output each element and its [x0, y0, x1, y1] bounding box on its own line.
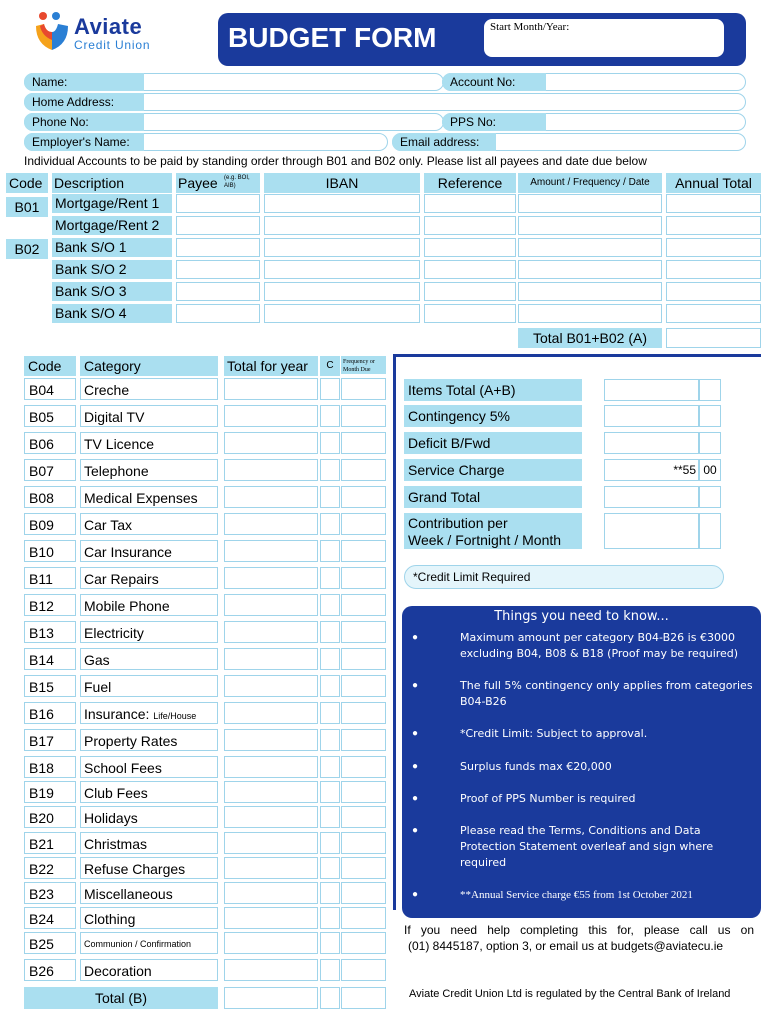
cat-name: Electricity	[80, 621, 218, 643]
brand-sub: Credit Union	[74, 38, 151, 52]
bullet-icon: ●	[412, 793, 419, 804]
so-reference-cell[interactable]	[424, 282, 516, 301]
so-annual-cell[interactable]	[666, 260, 761, 279]
credit-limit-label: *Credit Limit Required	[413, 570, 531, 584]
cat-code: B26	[24, 959, 76, 981]
cat-total-cell[interactable]	[224, 959, 318, 981]
service-charge-cell[interactable]: **55	[604, 459, 699, 481]
cat-freq-cell[interactable]	[341, 621, 386, 643]
footer-text: Aviate Credit Union Ltd is regulated by the Central Bank of Ireland	[409, 988, 731, 1000]
cat-name: TV Licence	[80, 432, 218, 454]
cat-total-cell[interactable]	[224, 702, 318, 724]
deficit-label: Deficit B/Fwd	[404, 432, 582, 454]
cat-c-cell[interactable]	[320, 756, 340, 778]
cat-name: Clothing	[80, 907, 218, 929]
cat-c-cell[interactable]	[320, 567, 340, 589]
pps-label: PPS No:	[442, 113, 546, 131]
cat-c-cell[interactable]	[320, 882, 340, 904]
bullet-icon: ●	[412, 728, 419, 739]
brand-name: Aviate	[74, 14, 143, 39]
cat-code: B22	[24, 857, 76, 879]
credit-limit-field[interactable]	[404, 565, 724, 589]
cat-code: B08	[24, 486, 76, 508]
cat-name: Mobile Phone	[80, 594, 218, 616]
cat-name: Digital TV	[80, 405, 218, 427]
cat-name: Holidays	[80, 806, 218, 828]
so-desc: Bank S/O 3	[52, 282, 172, 301]
so-total-label: Total B01+B02 (A)	[518, 328, 662, 348]
cat-name: Miscellaneous	[80, 882, 218, 904]
cat-name: Car Repairs	[80, 567, 218, 589]
so-payee-cell[interactable]	[176, 238, 260, 257]
so-header-amount: Amount / Frequency / Date	[518, 173, 662, 193]
cat-code: B07	[24, 459, 76, 481]
so-header-payee-note: (e.g. BOI, AIB)	[224, 175, 250, 189]
cat-total-cell[interactable]	[224, 675, 318, 697]
so-amount-cell[interactable]	[518, 194, 662, 213]
cat-c-cell[interactable]	[320, 648, 340, 670]
cat-name: Club Fees	[80, 781, 218, 803]
cat-name: Medical Expenses	[80, 486, 218, 508]
start-month-label: Start Month/Year:	[490, 21, 570, 33]
cat-c-cell[interactable]	[320, 781, 340, 803]
cat-name-main: Insurance:	[84, 706, 150, 722]
cat-code: B20	[24, 806, 76, 828]
cat-code: B18	[24, 756, 76, 778]
cat-freq-cell[interactable]	[341, 594, 386, 616]
contribution-label	[404, 513, 582, 549]
cat-freq-cell[interactable]	[341, 432, 386, 454]
cat-total-cell[interactable]	[224, 405, 318, 427]
so-annual-cell[interactable]	[666, 238, 761, 257]
cat-total-cell[interactable]	[224, 781, 318, 803]
cat-freq-cell[interactable]	[341, 405, 386, 427]
items-total-label: Items Total (A+B)	[404, 379, 582, 401]
cat-code: B15	[24, 675, 76, 697]
cat-total-cell[interactable]	[224, 882, 318, 904]
info-item: Maximum amount per category B04-B26 is €3000 excluding B04, B08 & B18 (Proof may be required)	[460, 631, 739, 660]
cat-total-cell[interactable]	[224, 932, 318, 954]
so-reference-cell[interactable]	[424, 304, 516, 323]
cat-freq-cell[interactable]	[341, 513, 386, 535]
cat-name-sub: Life/House	[153, 711, 197, 721]
contingency-cents-cell[interactable]	[699, 405, 721, 427]
items-total-cents-cell[interactable]	[699, 379, 721, 401]
cat-c-cell[interactable]	[320, 378, 340, 400]
so-desc: Bank S/O 1	[52, 238, 172, 257]
cat-c-cell[interactable]	[320, 806, 340, 828]
cat-total-cell[interactable]	[224, 486, 318, 508]
so-reference-cell[interactable]	[424, 260, 516, 279]
so-reference-cell[interactable]	[424, 238, 516, 257]
bullet-icon: ●	[412, 680, 419, 691]
cat-c-cell[interactable]	[320, 932, 340, 954]
cat-freq-cell[interactable]	[341, 702, 386, 724]
title-bar	[218, 13, 746, 66]
cat-total-cell[interactable]	[224, 594, 318, 616]
so-reference-cell[interactable]	[424, 216, 516, 235]
so-iban-cell[interactable]	[264, 282, 420, 301]
so-payee-cell[interactable]	[176, 282, 260, 301]
cat-header-category: Category	[80, 356, 218, 376]
cat-name: Decoration	[80, 959, 218, 981]
bullet-icon: ●	[412, 825, 419, 836]
cat-freq-cell[interactable]	[341, 907, 386, 929]
cat-header-total: Total for year	[224, 356, 318, 376]
help-line2: (01) 8445187, option 3, or email us at budgets@aviatecu.ie	[408, 939, 724, 953]
page-title: BUDGET FORM	[228, 22, 437, 53]
so-amount-cell[interactable]	[518, 282, 662, 301]
so-amount-cell[interactable]	[518, 216, 662, 235]
name-label: Name:	[24, 73, 144, 91]
cat-c-cell[interactable]	[320, 486, 340, 508]
cat-freq-cell[interactable]	[341, 959, 386, 981]
aviate-logo-icon	[34, 10, 74, 54]
cat-name: Refuse Charges	[80, 857, 218, 879]
so-iban-cell[interactable]	[264, 194, 420, 213]
account-label: Account No:	[442, 73, 546, 91]
cat-name: Property Rates	[80, 729, 218, 751]
cat-name: Car Insurance	[80, 540, 218, 562]
so-desc: Bank S/O 4	[52, 304, 172, 323]
cat-freq-cell[interactable]	[341, 781, 386, 803]
cat-freq-cell[interactable]	[341, 540, 386, 562]
address-label: Home Address:	[24, 93, 144, 111]
cat-code: B16	[24, 702, 76, 724]
cat-name: Car Tax	[80, 513, 218, 535]
cat-name: Communion / Confirmation	[80, 932, 218, 954]
cat-total-cell[interactable]	[224, 513, 318, 535]
cat-total-cell[interactable]	[224, 432, 318, 454]
cat-name: Fuel	[80, 675, 218, 697]
so-code-b01: B01	[6, 197, 48, 217]
cat-freq-cell[interactable]	[341, 932, 386, 954]
cat-total-b-cell[interactable]	[224, 987, 318, 1009]
contribution-cell[interactable]	[604, 513, 699, 549]
so-amount-cell[interactable]	[518, 238, 662, 257]
cat-code: B12	[24, 594, 76, 616]
cat-code: B09	[24, 513, 76, 535]
cat-code: B11	[24, 567, 76, 589]
cat-total-cell[interactable]	[224, 378, 318, 400]
instruction-text: Individual Accounts to be paid by standing order through B01 and B02 only. Please list all payees and date due below	[24, 154, 647, 168]
cat-name: Christmas	[80, 832, 218, 854]
so-desc: Mortgage/Rent 1	[52, 194, 172, 213]
so-annual-cell[interactable]	[666, 304, 761, 323]
contingency-cell[interactable]	[604, 405, 699, 427]
cat-total-cell[interactable]	[224, 729, 318, 751]
info-item: **Annual Service charge €55 from 1st October 2021	[460, 889, 693, 901]
cat-total-cell[interactable]	[224, 832, 318, 854]
cat-total-cell[interactable]	[224, 459, 318, 481]
cat-name	[80, 702, 218, 724]
cat-freq-cell[interactable]	[341, 486, 386, 508]
cat-code: B17	[24, 729, 76, 751]
info-item: Please read the Terms, Conditions and Data Protection Statement overleaf and sign where required	[460, 824, 714, 869]
cat-code: B13	[24, 621, 76, 643]
cat-freq-cell[interactable]	[341, 648, 386, 670]
start-month-field[interactable]	[484, 19, 724, 57]
cat-freq-cell[interactable]	[341, 378, 386, 400]
column-divider	[393, 354, 396, 910]
cat-code: B05	[24, 405, 76, 427]
cat-freq-cell[interactable]	[341, 882, 386, 904]
cat-total-label: Total (B)	[24, 987, 218, 1009]
so-annual-cell[interactable]	[666, 282, 761, 301]
so-payee-cell[interactable]	[176, 260, 260, 279]
grand-total-cell[interactable]	[604, 486, 699, 508]
cat-c-cell[interactable]	[320, 513, 340, 535]
so-payee-cell[interactable]	[176, 304, 260, 323]
so-header-code: Code	[6, 173, 48, 193]
cat-c-cell[interactable]	[320, 621, 340, 643]
cat-freq-cell[interactable]	[341, 756, 386, 778]
so-header-iban: IBAN	[264, 173, 420, 193]
so-code-b02: B02	[6, 239, 48, 259]
so-payee-cell[interactable]	[176, 216, 260, 235]
cat-name: School Fees	[80, 756, 218, 778]
cat-c-cell[interactable]	[320, 405, 340, 427]
cat-total-c-cell[interactable]	[320, 987, 340, 1009]
cat-c-cell[interactable]	[320, 702, 340, 724]
cat-header-code: Code	[24, 356, 76, 376]
so-payee-cell[interactable]	[176, 194, 260, 213]
cat-c-cell[interactable]	[320, 459, 340, 481]
so-iban-cell[interactable]	[264, 238, 420, 257]
service-charge-cents-cell[interactable]: 00	[699, 459, 721, 481]
cat-c-cell[interactable]	[320, 675, 340, 697]
items-total-cell[interactable]	[604, 379, 699, 401]
cat-c-cell[interactable]	[320, 729, 340, 751]
bullet-icon: ●	[412, 761, 419, 772]
cat-total-cell[interactable]	[224, 621, 318, 643]
cat-total-cell[interactable]	[224, 567, 318, 589]
info-item: *Credit Limit: Subject to approval.	[460, 727, 648, 740]
cat-freq-cell[interactable]	[341, 675, 386, 697]
cat-header-c: C	[320, 356, 340, 376]
cat-code: B06	[24, 432, 76, 454]
cat-c-cell[interactable]	[320, 959, 340, 981]
cat-code: B10	[24, 540, 76, 562]
cat-c-cell[interactable]	[320, 540, 340, 562]
contingency-label: Contingency 5%	[404, 405, 582, 427]
cat-total-cell[interactable]	[224, 806, 318, 828]
cat-total-cell[interactable]	[224, 756, 318, 778]
help-line1: If you need help completing this for, please call us on	[404, 923, 754, 937]
cat-freq-cell[interactable]	[341, 832, 386, 854]
so-desc: Bank S/O 2	[52, 260, 172, 279]
grand-total-label: Grand Total	[404, 486, 582, 508]
so-annual-cell[interactable]	[666, 216, 761, 235]
logo	[34, 10, 164, 56]
cat-total-cell[interactable]	[224, 648, 318, 670]
cat-c-cell[interactable]	[320, 857, 340, 879]
cat-freq-cell[interactable]	[341, 567, 386, 589]
so-amount-cell[interactable]	[518, 260, 662, 279]
cat-code: B19	[24, 781, 76, 803]
so-header-annual: Annual Total	[666, 173, 761, 193]
bullet-icon: ●	[412, 889, 419, 900]
so-desc: Mortgage/Rent 2	[52, 216, 172, 235]
cat-c-cell[interactable]	[320, 907, 340, 929]
cat-code: B14	[24, 648, 76, 670]
bullet-icon: ●	[412, 632, 419, 643]
contribution-line1: Contribution per	[408, 515, 508, 531]
cat-c-cell[interactable]	[320, 832, 340, 854]
cat-freq-cell[interactable]	[341, 806, 386, 828]
so-header-description: Description	[52, 173, 172, 193]
cat-c-cell[interactable]	[320, 432, 340, 454]
cat-total-cell[interactable]	[224, 907, 318, 929]
cat-code: B24	[24, 907, 76, 929]
cat-freq-cell[interactable]	[341, 857, 386, 879]
deficit-cents-cell[interactable]	[699, 432, 721, 454]
so-total-cell[interactable]	[666, 328, 761, 348]
info-box-title: Things you need to know...	[494, 609, 669, 624]
cat-name: Creche	[80, 378, 218, 400]
cat-code: B21	[24, 832, 76, 854]
so-amount-cell[interactable]	[518, 304, 662, 323]
cat-code: B23	[24, 882, 76, 904]
so-header-payee	[176, 173, 260, 193]
info-item: The full 5% contingency only applies from categories B04-B26	[460, 679, 753, 708]
cat-header-freq: Frequency or Month Due	[341, 356, 386, 374]
cat-total-cell[interactable]	[224, 540, 318, 562]
cat-total-freq-cell[interactable]	[341, 987, 386, 1009]
info-item: Proof of PPS Number is required	[460, 792, 636, 805]
info-item: Surplus funds max €20,000	[460, 760, 612, 773]
employer-label: Employer's Name:	[24, 133, 144, 151]
cat-code: B04	[24, 378, 76, 400]
cat-total-cell[interactable]	[224, 857, 318, 879]
cat-freq-cell[interactable]	[341, 459, 386, 481]
so-iban-cell[interactable]	[264, 216, 420, 235]
cat-c-cell[interactable]	[320, 594, 340, 616]
so-header-reference: Reference	[424, 173, 516, 193]
grand-total-cents-cell[interactable]	[699, 486, 721, 508]
cat-name: Gas	[80, 648, 218, 670]
so-iban-cell[interactable]	[264, 260, 420, 279]
service-charge-label: Service Charge	[404, 459, 582, 481]
email-label: Email address:	[392, 133, 496, 151]
phone-label: Phone No:	[24, 113, 144, 131]
cat-name: Telephone	[80, 459, 218, 481]
section-divider	[393, 354, 761, 357]
cat-code: B25	[24, 932, 76, 954]
so-annual-cell[interactable]	[666, 194, 761, 213]
so-iban-cell[interactable]	[264, 304, 420, 323]
contribution-line2: Week / Fortnight / Month	[408, 532, 562, 548]
cat-freq-cell[interactable]	[341, 729, 386, 751]
so-reference-cell[interactable]	[424, 194, 516, 213]
so-header-payee-label: Payee	[178, 175, 218, 191]
contribution-cents-cell[interactable]	[699, 513, 721, 549]
deficit-cell[interactable]	[604, 432, 699, 454]
